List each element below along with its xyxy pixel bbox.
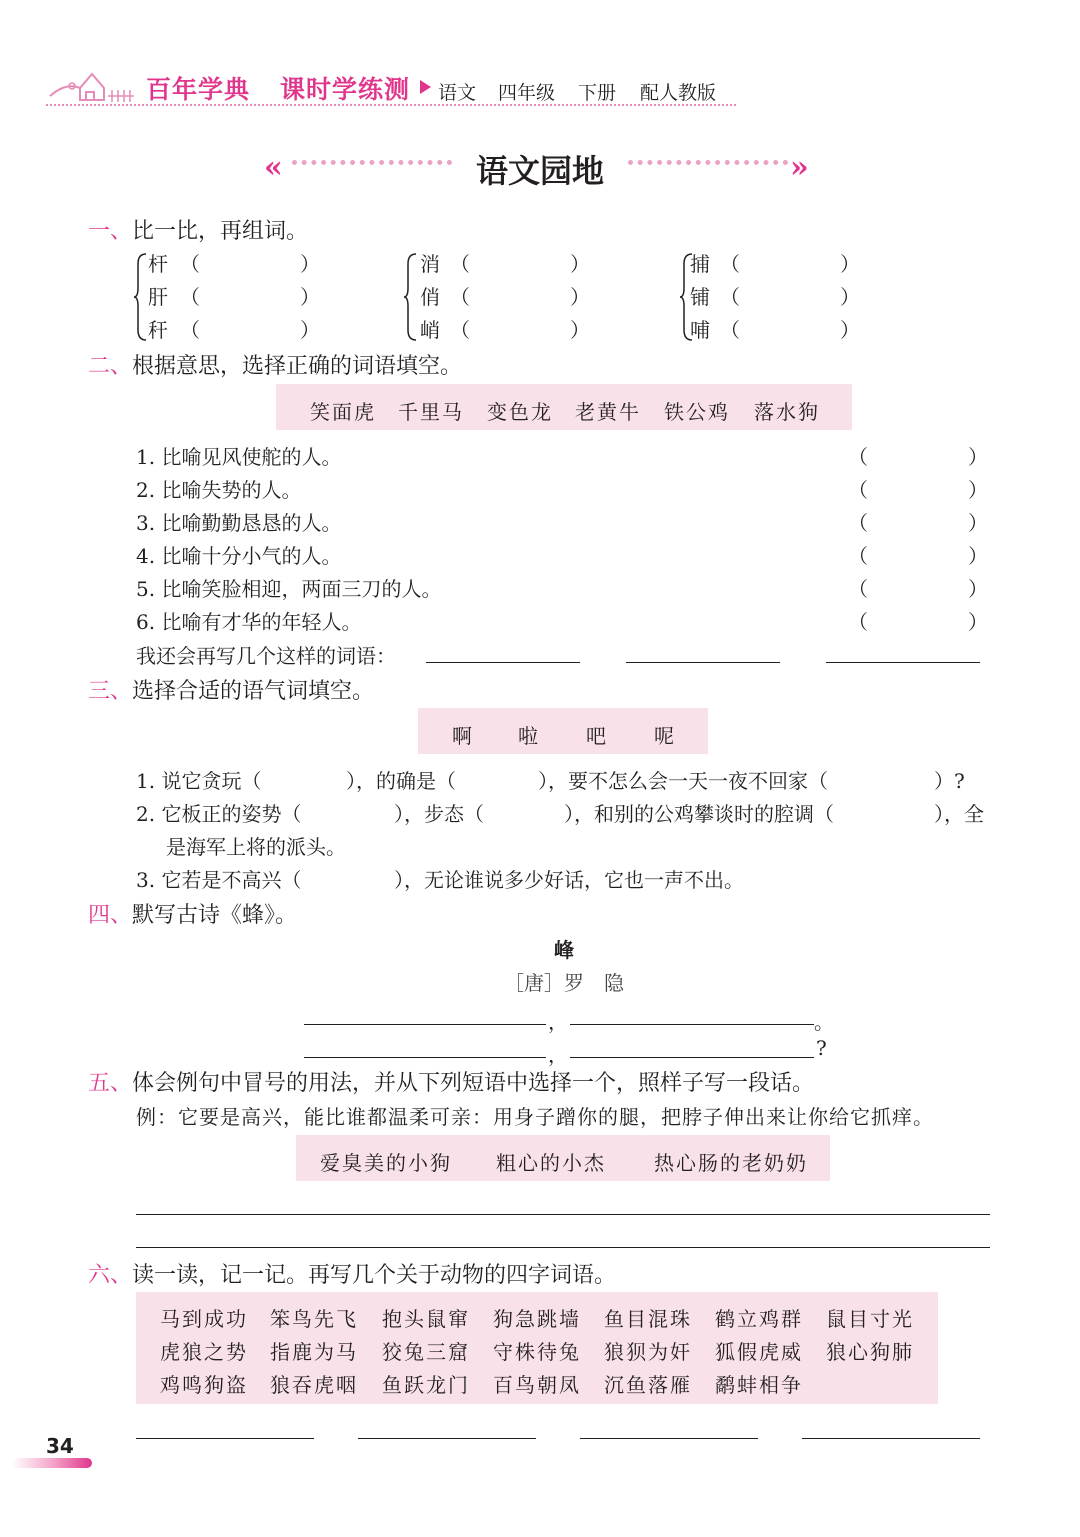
house-logo-icon <box>46 66 138 106</box>
answer-blank[interactable]: （ ） <box>720 318 860 342</box>
answer-blank[interactable]: （ ） <box>848 577 988 601</box>
poem-comma: ， <box>548 1010 568 1034</box>
series-name: 课时学练测 <box>280 75 411 104</box>
double-chevron-right-icon: » <box>790 150 809 185</box>
idiom: 狗急跳墙 <box>493 1307 581 1331</box>
char-item: 秆 <box>148 318 168 342</box>
idiom: 狼狈为奸 <box>604 1340 692 1364</box>
phrase-option: 爱臭美的小狗 <box>320 1151 452 1175</box>
particle-option: 啊 <box>452 724 474 748</box>
question-item: 3. 比喻勤勤恳恳的人。 <box>136 511 342 535</box>
particle-option: 呢 <box>654 724 676 748</box>
particle-option: 啦 <box>518 724 540 748</box>
answer-blank[interactable]: （ ） <box>848 445 988 469</box>
char-item: 铺 <box>690 285 710 309</box>
answer-line[interactable] <box>626 662 780 663</box>
idiom: 抱头鼠窜 <box>382 1307 470 1331</box>
answer-blank[interactable]: （ ） <box>450 252 590 276</box>
header-divider <box>46 104 736 106</box>
idiom: 笨鸟先飞 <box>270 1307 358 1331</box>
title-dotted-line-right <box>628 160 788 165</box>
word-option: 老黄牛 <box>575 400 641 424</box>
idiom: 马到成功 <box>160 1307 248 1331</box>
poem-author: ［唐］罗 隐 <box>504 971 624 995</box>
extra-words-prompt: 我还会再写几个这样的词语： <box>136 644 396 668</box>
brace-1 <box>134 252 148 342</box>
question-item: 1. 比喻见风使舵的人。 <box>136 445 342 469</box>
idiom: 狐假虎威 <box>715 1340 803 1364</box>
brand-name: 百年学典 <box>146 75 251 104</box>
idiom: 守株待兔 <box>493 1340 581 1364</box>
answer-line[interactable] <box>580 1438 758 1439</box>
answer-blank[interactable]: （ ） <box>848 610 988 634</box>
q3-1-part: ），要不怎么会一天一夜不回家（ <box>538 769 828 793</box>
page-title: 语文园地 <box>475 152 604 190</box>
poem-line-blank[interactable] <box>570 1057 814 1058</box>
page-number: 34 <box>46 1434 74 1458</box>
char-item: 肝 <box>148 285 168 309</box>
idiom: 鹬蚌相争 <box>715 1373 803 1397</box>
char-item: 峭 <box>420 318 440 342</box>
poem-comma: ， <box>548 1043 568 1067</box>
subject-label: 语文 <box>438 82 477 104</box>
idiom: 百鸟朝凤 <box>493 1373 581 1397</box>
answer-blank[interactable]: （ ） <box>180 318 320 342</box>
idiom: 鸡鸣狗盗 <box>160 1373 248 1397</box>
answer-line[interactable] <box>426 662 580 663</box>
arrow-right-icon <box>420 80 431 94</box>
idiom: 指鹿为马 <box>270 1340 358 1364</box>
q3-2-part: 2. 它板正的姿势（ <box>136 802 302 826</box>
word-option: 铁公鸡 <box>664 400 730 424</box>
double-chevron-left-icon: « <box>264 150 283 185</box>
answer-blank[interactable]: （ ） <box>848 478 988 502</box>
idiom: 鱼目混珠 <box>604 1307 692 1331</box>
q3-2-part: ），和别的公鸡攀谈时的腔调（ <box>564 802 834 826</box>
q3-3-part: ），无论谁说多少好话，它也一声不出。 <box>394 868 744 892</box>
section-3-heading: 三、选择合适的语气词填空。 <box>88 679 375 704</box>
answer-blank[interactable]: （ ） <box>450 318 590 342</box>
q3-2-part: ），全 <box>934 802 984 826</box>
edition-label: 配人教版 <box>640 82 717 104</box>
answer-line[interactable] <box>358 1438 536 1439</box>
char-item: 俏 <box>420 285 440 309</box>
question-item: 2. 比喻失势的人。 <box>136 478 302 502</box>
writing-line[interactable] <box>136 1247 990 1248</box>
brace-2 <box>404 252 418 342</box>
section-5-heading: 五、体会例句中冒号的用法，并从下列短语中选择一个，照样子写一段话。 <box>88 1071 815 1096</box>
page-number-bar <box>12 1458 92 1468</box>
poem-title: 峰 <box>554 938 574 962</box>
q3-1-part: ），的确是（ <box>346 769 456 793</box>
section-6-heading: 六、读一读，记一记。再写几个关于动物的四字词语。 <box>88 1263 617 1288</box>
idiom: 鱼跃龙门 <box>382 1373 470 1397</box>
phrase-option: 热心肠的老奶奶 <box>654 1151 808 1175</box>
word-option: 千里马 <box>398 400 464 424</box>
answer-blank[interactable]: （ ） <box>450 285 590 309</box>
answer-blank[interactable]: （ ） <box>848 511 988 535</box>
q3-1-part: ）? <box>934 769 965 793</box>
idiom: 虎狼之势 <box>160 1340 248 1364</box>
poem-line-blank[interactable] <box>570 1024 814 1025</box>
particle-option: 吧 <box>586 724 608 748</box>
poem-period: 。 <box>814 1010 834 1034</box>
section-4-heading: 四、默写古诗《蜂》。 <box>88 903 298 928</box>
question-item: 5. 比喻笑脸相迎，两面三刀的人。 <box>136 577 442 601</box>
answer-line[interactable] <box>802 1438 980 1439</box>
poem-question-mark: ? <box>816 1036 827 1060</box>
volume-label: 下册 <box>578 82 617 104</box>
answer-blank[interactable]: （ ） <box>180 285 320 309</box>
word-option: 变色龙 <box>487 400 553 424</box>
q3-2-part: ），步态（ <box>394 802 484 826</box>
word-option: 笑面虎 <box>310 400 376 424</box>
answer-blank[interactable]: （ ） <box>848 544 988 568</box>
idiom: 狼心狗肺 <box>826 1340 914 1364</box>
answer-blank[interactable]: （ ） <box>720 252 860 276</box>
idiom: 鹤立鸡群 <box>715 1307 803 1331</box>
example-sentence: 例：它要是高兴，能比谁都温柔可亲：用身子蹭你的腿，把脖子伸出来让你给它抓痒。 <box>136 1105 934 1129</box>
idiom: 狡兔三窟 <box>382 1340 470 1364</box>
idiom: 沉鱼落雁 <box>604 1373 692 1397</box>
poem-line-blank[interactable] <box>304 1024 546 1025</box>
answer-line[interactable] <box>826 662 980 663</box>
section-2-heading: 二、根据意思，选择正确的词语填空。 <box>88 354 463 379</box>
word-option: 落水狗 <box>754 400 820 424</box>
q3-3-part: 3. 它若是不高兴（ <box>136 868 302 892</box>
char-item: 杆 <box>148 252 168 276</box>
answer-line[interactable] <box>136 1438 314 1439</box>
idiom: 狼吞虎咽 <box>270 1373 358 1397</box>
grade-label: 四年级 <box>498 82 556 104</box>
char-item: 消 <box>420 252 440 276</box>
phrase-option: 粗心的小杰 <box>496 1151 606 1175</box>
char-item: 哺 <box>690 318 710 342</box>
q3-2-part: 是海军上将的派头。 <box>166 835 346 859</box>
char-item: 捕 <box>690 252 710 276</box>
answer-blank[interactable]: （ ） <box>720 285 860 309</box>
answer-blank[interactable]: （ ） <box>180 252 320 276</box>
section-1-heading: 一、比一比，再组词。 <box>88 219 309 244</box>
q3-1-part: 1. 说它贪玩（ <box>136 769 262 793</box>
question-item: 4. 比喻十分小气的人。 <box>136 544 342 568</box>
poem-line-blank[interactable] <box>304 1057 546 1058</box>
writing-line[interactable] <box>136 1214 990 1215</box>
question-item: 6. 比喻有才华的年轻人。 <box>136 610 362 634</box>
idiom: 鼠目寸光 <box>826 1307 914 1331</box>
